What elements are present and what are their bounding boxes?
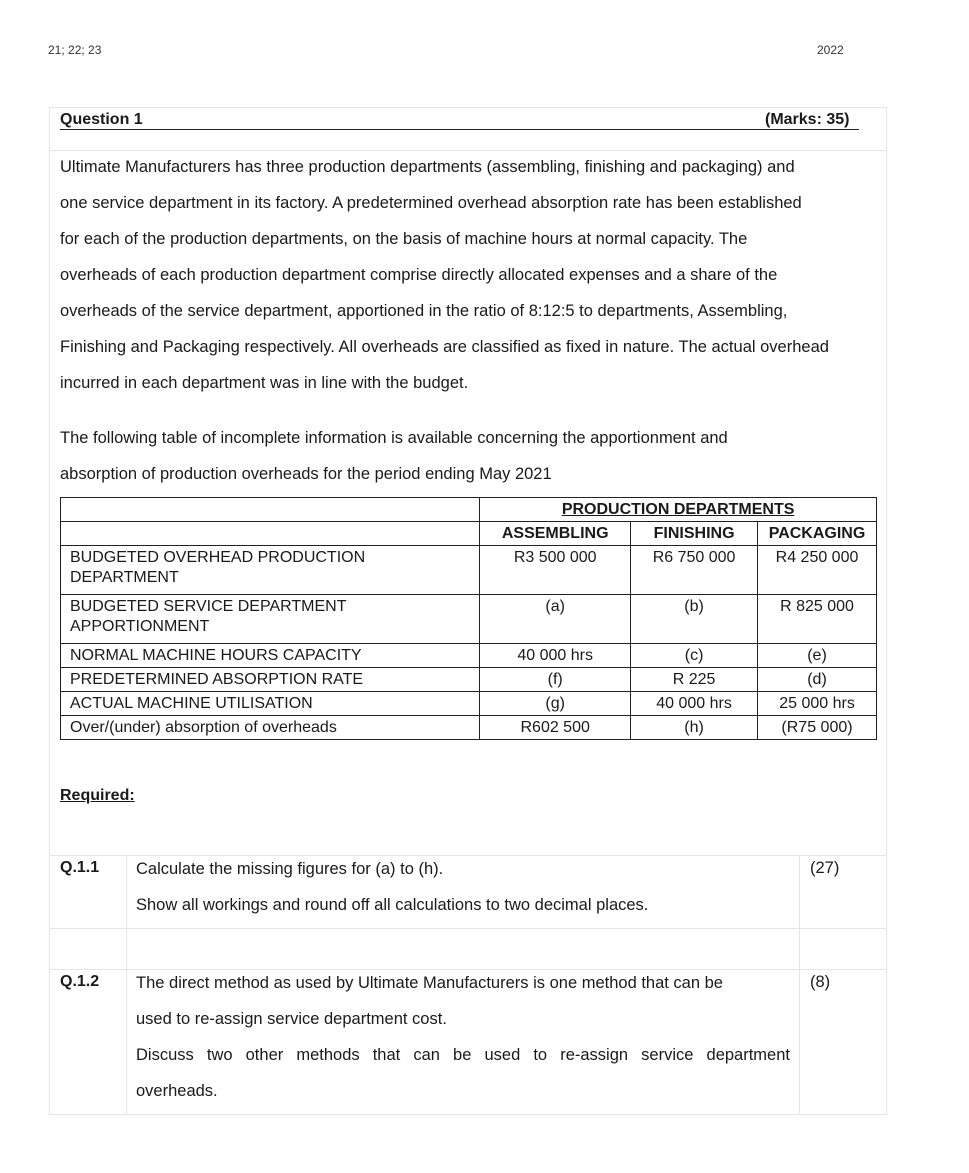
table-intro — [60, 420, 877, 492]
column-header-assembling: ASSEMBLING — [480, 522, 631, 546]
cell-assembling: (f) — [480, 668, 631, 692]
intro-line: overheads of the service department, apportioned in the ratio of 8:12:5 to departments, Assembling, — [60, 302, 788, 320]
intro-line: Finishing and Packaging respectively. All overheads are classified as fixed in nature. The actual overhead — [60, 338, 829, 356]
table-corner-cell — [61, 498, 480, 522]
q-text-line: Calculate the missing figures for (a) to (h). — [136, 860, 444, 878]
frame-top — [49, 107, 887, 108]
cell-packaging: 25 000 hrs — [758, 692, 877, 716]
intro-line: incurred in each department was in line with the budget. — [60, 374, 469, 392]
row-label: BUDGETED OVERHEAD PRODUCTION DEPARTMENT — [61, 546, 480, 595]
table-row — [61, 668, 877, 692]
cell-finishing: (h) — [631, 716, 758, 740]
cell-packaging: (R75 000) — [758, 716, 877, 740]
frame-left — [49, 107, 50, 1115]
q-text-line: The direct method as used by Ultimate Manufacturers is one method that can be — [136, 974, 723, 992]
q-number: Q.1.1 — [60, 859, 100, 876]
table-row — [61, 716, 877, 740]
column-header-packaging: PACKAGING — [758, 522, 877, 546]
table-intro-line: The following table of incomplete information is available concerning the apportionment and — [60, 429, 728, 447]
intro-line: overheads of each production department comprise directly allocated expenses and a share of the — [60, 266, 778, 284]
cell-packaging: R 825 000 — [758, 595, 877, 644]
table-column-header-row — [61, 522, 877, 546]
table-row — [61, 595, 877, 644]
cell-finishing: (b) — [631, 595, 758, 644]
cell-finishing: R 225 — [631, 668, 758, 692]
cell-finishing: (c) — [631, 644, 758, 668]
table-row — [61, 546, 877, 595]
table-row — [61, 644, 877, 668]
title-underline — [60, 129, 859, 130]
cell-assembling: R3 500 000 — [480, 546, 631, 595]
q-text — [136, 851, 648, 923]
module-codes: 21; 22; 23 — [48, 43, 102, 57]
q-text-line: overheads. — [136, 1082, 218, 1100]
overhead-table — [60, 497, 877, 740]
year-label: 2022 — [817, 43, 844, 57]
q-text-line: used to re-assign service department cost. — [136, 1010, 447, 1028]
table-intro-line: absorption of production overheads for the period ending May 2021 — [60, 465, 552, 483]
intro-paragraph — [60, 149, 877, 401]
cell-assembling: R602 500 — [480, 716, 631, 740]
cell-assembling: (a) — [480, 595, 631, 644]
cell-packaging: (d) — [758, 668, 877, 692]
grid-vline — [126, 855, 127, 1114]
cell-packaging: R4 250 000 — [758, 546, 877, 595]
cell-finishing: R6 750 000 — [631, 546, 758, 595]
row-label: BUDGETED SERVICE DEPARTMENT APPORTIONMENT — [61, 595, 480, 644]
table-group-header-row — [61, 498, 877, 522]
q-marks: (27) — [810, 859, 840, 877]
q-text-line: Show all workings and round off all calculations to two decimal places. — [136, 896, 649, 914]
row-label: PREDETERMINED ABSORPTION RATE — [61, 668, 480, 692]
row-label: ACTUAL MACHINE UTILISATION — [61, 692, 480, 716]
question-marks: (Marks: 35) — [765, 111, 850, 128]
q-text-line: Discuss two other methods that can be used to re-assign service department — [136, 1046, 790, 1064]
intro-line: for each of the production departments, on the basis of machine hours at normal capacity. The — [60, 230, 748, 248]
q-number: Q.1.2 — [60, 973, 100, 990]
production-departments-header: PRODUCTION DEPARTMENTS — [480, 498, 877, 522]
q-marks: (8) — [810, 973, 831, 991]
cell-finishing: 40 000 hrs — [631, 692, 758, 716]
table-blank-cell — [61, 522, 480, 546]
frame-right — [886, 107, 887, 1115]
table-row — [61, 692, 877, 716]
row-label: Over/(under) absorption of overheads — [61, 716, 480, 740]
row-label: NORMAL MACHINE HOURS CAPACITY — [61, 644, 480, 668]
grid-line — [49, 1114, 887, 1115]
cell-packaging: (e) — [758, 644, 877, 668]
grid-line — [49, 928, 887, 929]
grid-vline — [799, 855, 800, 1114]
q-text — [136, 965, 790, 1109]
intro-line: one service department in its factory. A predetermined overhead absorption rate has been established — [60, 194, 802, 212]
cell-assembling: 40 000 hrs — [480, 644, 631, 668]
question-title: Question 1 — [60, 111, 143, 128]
column-header-finishing: FINISHING — [631, 522, 758, 546]
intro-line: Ultimate Manufacturers has three production departments (assembling, finishing and packaging) and — [60, 158, 795, 176]
cell-assembling: (g) — [480, 692, 631, 716]
required-heading: Required: — [60, 787, 135, 804]
